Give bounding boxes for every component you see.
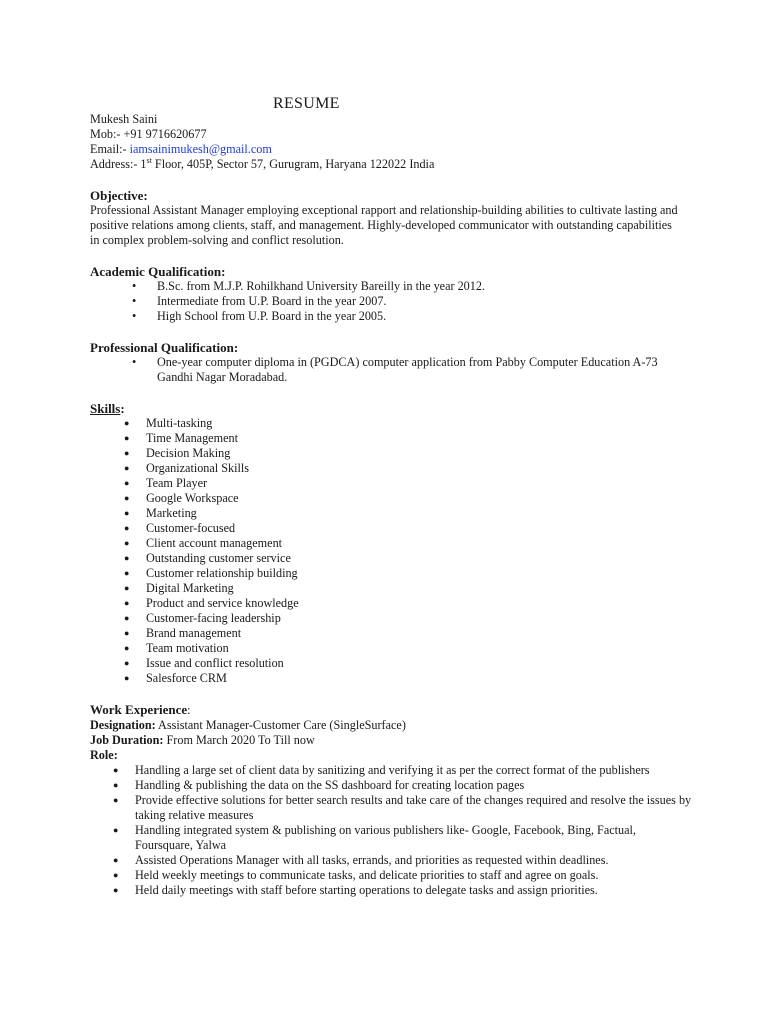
address-rest: Floor, 405P, Sector 57, Gurugram, Haryana 122022 India (151, 157, 435, 171)
list-item: • B.Sc. from M.J.P. Rohilkhand University Bareilly in the year 2012. (90, 279, 690, 294)
address-prefix: Address:- 1 (90, 157, 147, 171)
skills-heading (90, 401, 690, 416)
list-item: ● Salesforce CRM (90, 671, 690, 686)
list-item: ● Digital Marketing (90, 581, 690, 596)
list-item: ● Issue and conflict resolution (90, 656, 690, 671)
designation-label: Designation: (90, 718, 156, 732)
professional-list (90, 355, 690, 385)
list-item: ● Customer relationship building (90, 566, 690, 581)
list-item: ● Assisted Operations Manager with all tasks, errands, and priorities as requested within deadlines. (90, 853, 695, 868)
list-item: ● Time Management (90, 431, 690, 446)
list-item: ● Customer-focused (90, 521, 690, 536)
resume-title: RESUME (273, 95, 340, 112)
list-item: ● Google Workspace (90, 491, 690, 506)
list-item: ● Decision Making (90, 446, 690, 461)
list-item: ● Team motivation (90, 641, 690, 656)
role-label: Role: (90, 748, 118, 762)
duration-line (90, 733, 690, 748)
list-item: • High School from U.P. Board in the year 2005. (90, 309, 690, 324)
list-item: • One-year computer diploma in (PGDCA) computer application from Pabby Computer Education A-73 Gandhi Nagar Moradabad. (90, 355, 687, 385)
skills-heading-text: Skills (90, 401, 121, 416)
candidate-name: Mukesh Saini (90, 112, 158, 126)
list-item: ● Held weekly meetings to communicate tasks, and delicate priorities to staff and agree on goals. (90, 868, 695, 883)
list-item: ● Handling a large set of client data by sanitizing and verifying it as per the correct format of the publishers (90, 763, 695, 778)
list-item: ● Product and service knowledge (90, 596, 690, 611)
skills-list (90, 416, 690, 686)
work-heading (90, 702, 690, 718)
academic-list (90, 279, 690, 324)
objective-text: Professional Assistant Manager employing exceptional rapport and relationship-building abilities to cultivate lasting and positive relations among clients, staff, and management. Highly-developed communicator with outstanding capabilities in complex problem-solving and conflict resolution. (90, 203, 678, 247)
work-heading-colon: : (187, 703, 191, 717)
list-item: ● Outstanding customer service (90, 551, 690, 566)
list-item: ● Marketing (90, 506, 690, 521)
mobile-line: Mob:- +91 9716620677 (90, 127, 207, 141)
role-line (90, 748, 690, 763)
resume-body (90, 112, 690, 898)
list-item: ● Brand management (90, 626, 690, 641)
academic-heading: Academic Qualification: (90, 264, 226, 279)
list-item: ● Handling integrated system & publishing on various publishers like- Google, Facebook, Bing, Factual, Foursquare, Yalwa (90, 823, 695, 853)
objective-heading: Objective: (90, 188, 148, 203)
email-link[interactable]: iamsainimukesh@gmail.com (129, 142, 272, 156)
designation-value: Assistant Manager-Customer Care (SingleSurface) (155, 718, 406, 732)
list-item: • Intermediate from U.P. Board in the year 2007. (90, 294, 690, 309)
designation-line (90, 718, 690, 733)
address-ordinal: st (146, 155, 152, 165)
email-line (90, 142, 690, 157)
email-label: Email:- (90, 142, 130, 156)
list-item: ● Multi-tasking (90, 416, 690, 431)
list-item: ● Client account management (90, 536, 690, 551)
list-item: ● Customer-facing leadership (90, 611, 690, 626)
address-line (90, 157, 690, 172)
list-item: ● Held daily meetings with staff before starting operations to delegate tasks and assign priorities. (90, 883, 695, 898)
work-heading-text: Work Experience (90, 702, 188, 717)
list-item: ● Handling & publishing the data on the SS dashboard for creating location pages (90, 778, 695, 793)
list-item: ● Team Player (90, 476, 690, 491)
list-item: ● Provide effective solutions for better search results and take care of the changes required and resolve the issues by taking relative measures (90, 793, 695, 823)
skills-heading-colon: : (120, 401, 125, 416)
list-item: ● Organizational Skills (90, 461, 690, 476)
duration-label: Job Duration: (90, 733, 164, 747)
duration-value: From March 2020 To Till now (163, 733, 315, 747)
professional-heading: Professional Qualification: (90, 340, 239, 355)
role-list (90, 763, 690, 898)
